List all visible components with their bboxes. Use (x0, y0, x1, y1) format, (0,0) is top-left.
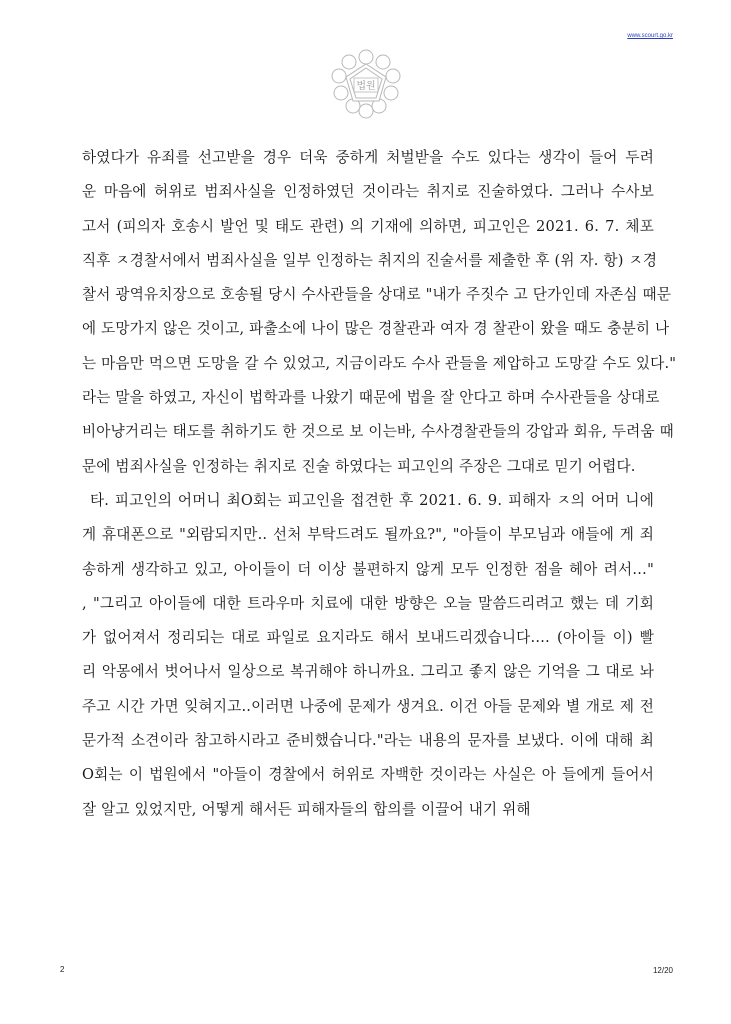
body-line: 라는 말을 하였고, 자신이 법학과를 나왔기 때문에 법을 잘 안다고 하며 수사관들을 상대로 (82, 389, 660, 407)
body-line: 비아냥거리는 태도를 취하기도 한 것으로 보 이는바, 수사경찰관들의 강압과 회유, 두려움 때 (82, 423, 674, 441)
body-line: 주고 시간 가면 잊혀지고..이러면 나중에 문제가 생겨요. 이건 아들 문제와 별 개로 제 전 (82, 697, 654, 715)
body-line: 가 없어져서 정리되는 대로 파일로 요지라도 해서 보내드리겠습니다.… (아이들 이) 빨 (82, 629, 654, 647)
court-website-link[interactable]: www.scourt.go.kr (627, 33, 673, 39)
body-line: 에 도망가지 않은 것이고, 파출소에 나이 많은 경찰관과 여자 경 찰관이 왔을 때도 충분히 나 (82, 320, 670, 338)
footer-page-number: 12/20 (652, 966, 673, 975)
body-line: 게 휴대폰으로 "외람되지만.. 선처 부탁드려도 될까요?", "아들이 부모님과 애들에 게 죄 (82, 526, 654, 544)
body-line: 운 마음에 허위로 범죄사실을 인정하였던 것이라는 취지로 진술하였다. 그러나 수사보 (82, 183, 654, 201)
body-line: 는 마음만 먹으면 도망을 갈 수 있었고, 지금이라도 수사 관들을 제압하고 도망갈 수도 있다." (82, 354, 677, 372)
court-seal-icon (329, 47, 403, 121)
body-line: 찰서 광역유치장으로 호송될 당시 수사관들을 상대로 "내가 주짓수 고 단가인데 자존심 때문 (82, 286, 672, 304)
footer-section-number: 2 (60, 965, 65, 974)
body-line: 잘 알고 있었지만, 어떻게 해서든 피해자들의 합의를 이끌어 내기 위해 (82, 800, 531, 818)
document-body (82, 141, 677, 827)
body-line: 타. 피고인의 어머니 최O회는 피고인을 접견한 후 2021. 6. 9. 피해자 ㅈ의 어머 니에 (90, 491, 654, 509)
court-seal-emblem (329, 47, 403, 121)
body-line: O회는 이 법원에서 "아들이 경찰에서 허위로 자백한 것이라는 사실은 아 들에게 들어서 (82, 766, 654, 784)
body-line: , "그리고 아이들에 대한 트라우마 치료에 대한 방향은 오늘 말씀드리려고 했는 데 기회 (82, 594, 654, 612)
body-line: 문가적 소견이라 참고하시라고 준비했습니다."라는 내용의 문자를 보냈다. 이에 대해 최 (82, 732, 654, 750)
body-line: 고서 (피의자 호송시 발언 및 태도 관련) 의 기재에 의하면, 피고인은 2021. 6. 7. 체포 (82, 217, 654, 235)
body-line: 송하게 생각하고 있고, 아이들이 더 이상 불편하지 않게 모두 인정한 점을 헤아 려서…" (82, 560, 654, 578)
body-line: 직후 ㅈ경찰서에서 범죄사실을 일부 인정하는 취지의 진술서를 제출한 후 (위 자. 항) ㅈ경 (82, 251, 658, 269)
body-line: 문에 범죄사실을 인정하는 취지로 진술 하였다는 피고인의 주장은 그대로 믿기 어렵다. (82, 457, 636, 475)
seal-text: 법원 (355, 81, 376, 92)
body-line: 하였다가 유죄를 선고받을 경우 더욱 중하게 처벌받을 수도 있다는 생각이 들어 두려 (82, 149, 654, 166)
body-line: 리 악몽에서 벗어나서 일상으로 복귀해야 하니까요. 그리고 좋지 않은 기억을 그 대로 놔 (82, 663, 654, 681)
